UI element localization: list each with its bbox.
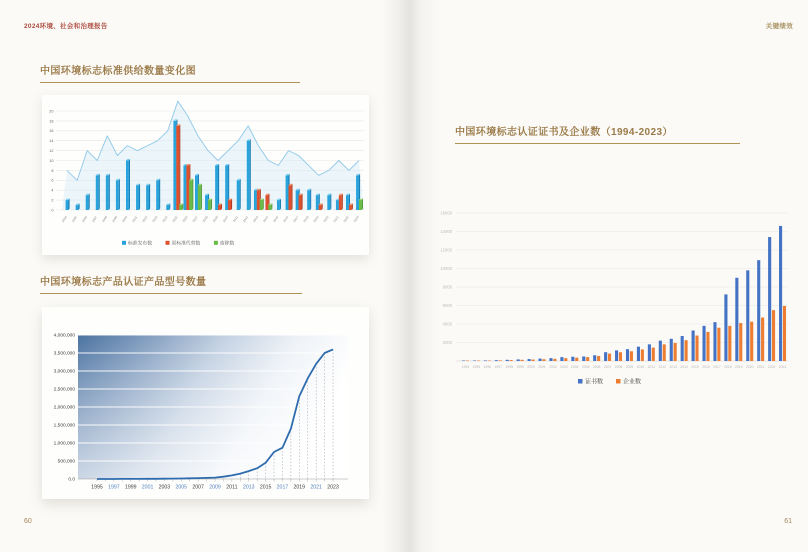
svg-text:2016: 2016 [702,365,710,369]
svg-text:8: 8 [51,168,54,173]
svg-text:2014: 2014 [262,215,270,224]
svg-text:14: 14 [49,139,54,144]
svg-text:1999: 1999 [111,215,119,224]
svg-text:1996: 1996 [80,215,88,224]
svg-text:2010: 2010 [636,365,645,369]
svg-text:2023: 2023 [778,365,787,369]
svg-text:0: 0 [51,208,54,213]
svg-text:2019: 2019 [293,484,306,491]
section-title-underline [455,143,740,144]
svg-text:2004: 2004 [161,215,169,224]
svg-text:12000: 12000 [440,247,452,253]
svg-text:2019: 2019 [312,215,320,224]
svg-text:4000: 4000 [442,321,452,327]
svg-text:2008: 2008 [201,215,209,224]
section-title-underline [40,293,302,294]
svg-text:2021: 2021 [332,215,340,224]
svg-text:2020: 2020 [745,365,754,369]
svg-text:2013: 2013 [252,215,260,224]
page-61 [404,0,808,552]
svg-text:12: 12 [49,149,54,153]
section-header: 关键绩效 [765,23,793,30]
svg-text:2009: 2009 [625,365,634,369]
svg-text:6000: 6000 [442,303,452,309]
svg-text:2002: 2002 [141,215,149,224]
svg-text:1997: 1997 [494,365,503,369]
svg-text:1998: 1998 [505,365,513,369]
svg-text:2001: 2001 [131,215,139,224]
svg-text:证书数: 证书数 [585,379,604,386]
svg-text:2015: 2015 [259,484,272,491]
svg-text:1995: 1995 [70,215,78,224]
svg-text:2009: 2009 [209,484,221,491]
svg-text:2012: 2012 [658,365,667,369]
section-title-certificates: 中国环境标志认证证书及企业数（1994-2023） [455,127,673,138]
section-title-underline [40,82,300,83]
svg-text:2006: 2006 [592,365,601,369]
svg-text:2017: 2017 [276,484,289,491]
svg-text:1997: 1997 [90,215,99,224]
certificates-enterprises-chart-svg [432,198,792,398]
svg-text:废除数: 废除数 [219,241,235,247]
svg-text:2003: 2003 [158,484,171,491]
svg-text:2023: 2023 [352,215,360,224]
svg-text:2005: 2005 [171,215,179,224]
svg-text:1994: 1994 [60,215,68,224]
svg-text:2022: 2022 [767,365,776,369]
svg-text:2000: 2000 [527,365,535,369]
svg-text:2005: 2005 [581,365,590,369]
svg-text:2,000,000: 2,000,000 [53,405,75,411]
svg-text:标准发布数: 标准发布数 [128,241,152,247]
product-models-chart-svg [42,307,369,499]
svg-text:14000: 14000 [440,229,452,235]
svg-text:1995: 1995 [472,365,481,369]
svg-text:1,000,000: 1,000,000 [53,441,75,447]
svg-text:20: 20 [49,109,54,114]
svg-text:2006: 2006 [181,215,189,224]
svg-text:2017: 2017 [713,365,721,369]
svg-text:2000: 2000 [442,340,452,346]
svg-text:2012: 2012 [241,215,250,224]
svg-text:2: 2 [51,198,54,203]
svg-text:2014: 2014 [680,365,688,369]
page-number-left: 60 [24,518,32,525]
svg-text:2007: 2007 [603,365,612,369]
svg-text:1998: 1998 [101,215,109,224]
svg-text:2009: 2009 [211,215,219,224]
svg-text:2001: 2001 [141,484,154,491]
svg-text:1997: 1997 [108,484,120,491]
svg-text:2016: 2016 [282,215,290,224]
svg-text:2007: 2007 [191,215,199,224]
svg-text:2005: 2005 [175,484,188,491]
svg-text:6: 6 [51,178,54,183]
page-number-right: 61 [784,518,792,525]
product-models-chart [42,307,369,499]
svg-text:2021: 2021 [310,484,322,491]
standards-supply-chart-svg [42,95,369,255]
svg-text:2022: 2022 [342,215,350,224]
svg-text:原标准代替数: 原标准代替数 [171,241,201,247]
svg-text:2007: 2007 [192,484,204,491]
svg-text:2013: 2013 [242,484,255,491]
svg-text:2021: 2021 [756,365,765,369]
svg-text:2002: 2002 [549,365,557,369]
svg-text:2015: 2015 [272,215,280,224]
svg-text:1999: 1999 [124,484,137,491]
svg-text:1995: 1995 [91,484,103,491]
svg-text:1999: 1999 [516,365,524,369]
svg-text:1,500,000: 1,500,000 [53,423,75,429]
svg-text:2000: 2000 [121,215,129,224]
svg-text:2010: 2010 [221,215,229,224]
svg-text:2011: 2011 [232,215,239,223]
svg-text:10000: 10000 [440,266,452,272]
svg-text:2003: 2003 [151,215,159,224]
svg-text:18: 18 [49,119,54,124]
svg-text:2018: 2018 [724,365,732,369]
svg-text:2011: 2011 [226,484,238,491]
svg-text:2,500,000: 2,500,000 [53,387,75,393]
svg-text:8000: 8000 [442,284,452,290]
svg-text:10: 10 [49,158,54,163]
standards-supply-chart [42,95,369,255]
section-title-standards-supply: 中国环境标志标准供给数量变化图 [40,66,196,77]
svg-text:2008: 2008 [614,365,623,369]
svg-text:2011: 2011 [647,365,655,369]
svg-text:4: 4 [51,188,54,193]
svg-text:3,500,000: 3,500,000 [53,351,75,357]
svg-text:1994: 1994 [461,365,470,369]
svg-text:16000: 16000 [440,210,452,216]
svg-text:500,000: 500,000 [57,459,75,465]
svg-text:2013: 2013 [669,365,677,369]
svg-text:2004: 2004 [571,365,579,369]
svg-text:4,000,000: 4,000,000 [53,333,75,339]
svg-text:2019: 2019 [735,365,743,369]
svg-text:0.0: 0.0 [68,477,75,483]
svg-text:1996: 1996 [483,365,492,369]
svg-text:2001: 2001 [538,365,546,369]
svg-text:2020: 2020 [322,215,330,224]
svg-text:企业数: 企业数 [623,379,642,386]
svg-text:2023: 2023 [327,484,339,491]
section-title-product-models: 中国环境标志产品认证产品型号数量 [40,277,207,288]
svg-text:2003: 2003 [560,365,568,369]
report-title-header: 2024环境、社会和治理报告 [24,23,108,30]
certificates-enterprises-chart [432,198,792,398]
svg-text:3,000,000: 3,000,000 [53,369,75,375]
svg-text:16: 16 [49,129,54,134]
svg-text:2017: 2017 [292,215,300,224]
svg-text:2018: 2018 [302,215,310,224]
svg-text:2015: 2015 [691,365,699,369]
